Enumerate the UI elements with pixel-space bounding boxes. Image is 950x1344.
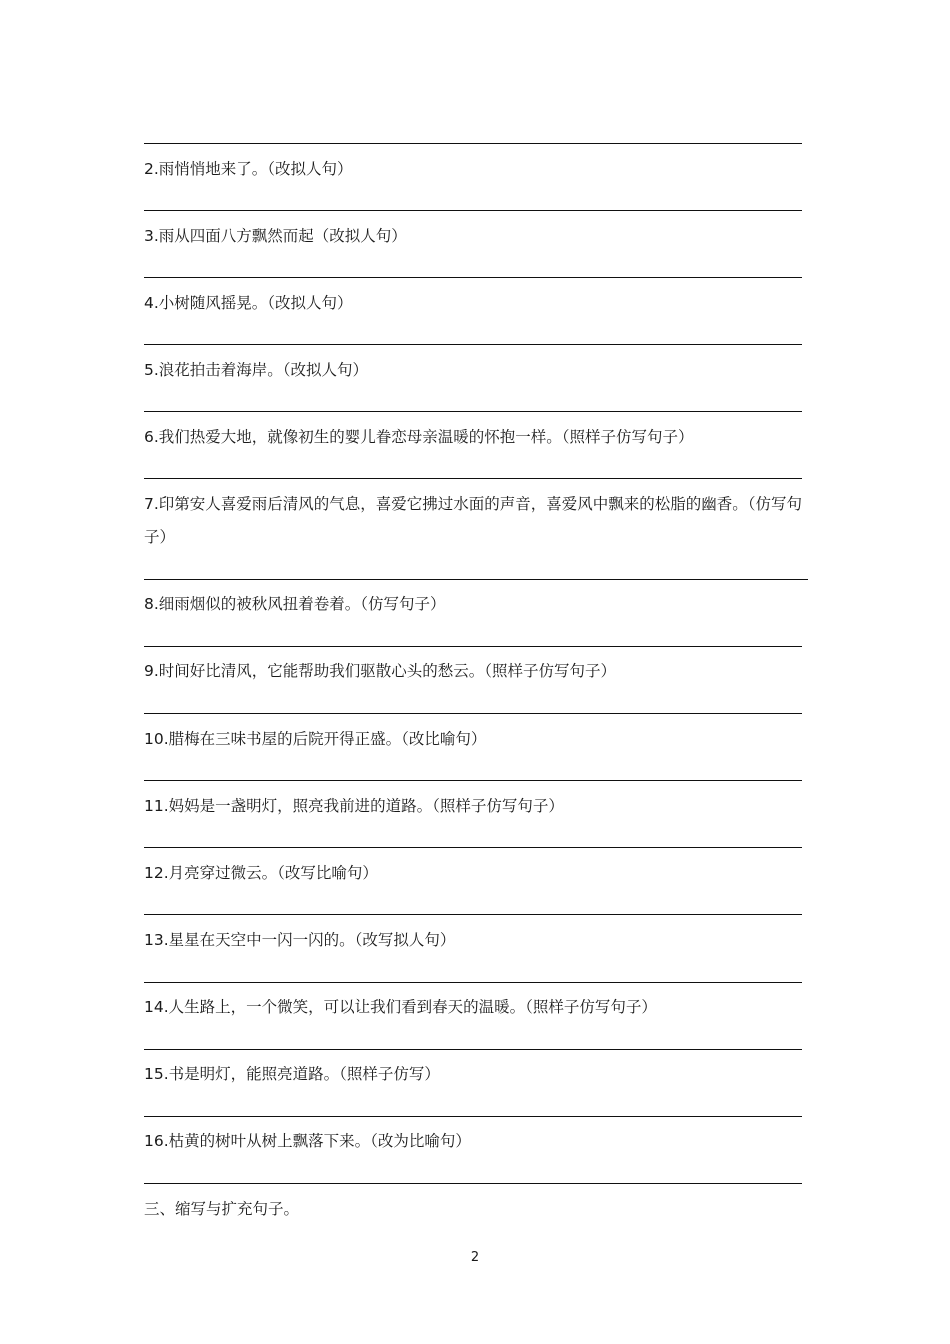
question-7: 7.印第安人喜爱雨后清风的气息，喜爱它拂过水面的声音，喜爱风中飘来的松脂的幽香。（仿写句子） [144, 495, 803, 546]
answer-line [144, 1116, 802, 1117]
question-6: 6.我们热爱大地，就像初生的婴儿眷恋母亲温暖的怀抱一样。（照样子仿写句子） [144, 428, 694, 446]
question-11: 11.妈妈是一盏明灯，照亮我前进的道路。（照样子仿写句子） [144, 797, 564, 815]
answer-line [144, 1049, 802, 1050]
question-9: 9.时间好比清风，它能帮助我们驱散心头的愁云。（照样子仿写句子） [144, 662, 617, 680]
answer-line [144, 982, 802, 983]
question-4: 4.小树随风摇晃。（改拟人句） [144, 294, 353, 312]
question-3: 3.雨从四面八方飘然而起（改拟人句） [144, 227, 407, 245]
answer-line [144, 344, 802, 345]
question-10: 10.腊梅在三味书屋的后院开得正盛。（改比喻句） [144, 730, 487, 748]
answer-line [144, 210, 802, 211]
question-2: 2.雨悄悄地来了。（改拟人句） [144, 160, 353, 178]
answer-line [144, 780, 802, 781]
question-13: 13.星星在天空中一闪一闪的。（改写拟人句） [144, 931, 456, 949]
question-12: 12.月亮穿过微云。（改写比喻句） [144, 864, 378, 882]
answer-line [144, 1183, 802, 1184]
answer-line [144, 143, 802, 144]
question-5: 5.浪花拍击着海岸。（改拟人句） [144, 361, 369, 379]
question-16: 16.枯黄的树叶从树上飘落下来。（改为比喻句） [144, 1132, 471, 1150]
answer-line [144, 478, 802, 479]
question-15: 15.书是明灯，能照亮道路。（照样子仿写） [144, 1065, 440, 1083]
answer-line [144, 646, 802, 647]
answer-line [144, 277, 802, 278]
question-8: 8.细雨烟似的被秋风扭着卷着。（仿写句子） [144, 595, 446, 613]
answer-line [144, 411, 802, 412]
question-14: 14.人生路上，一个微笑，可以让我们看到春天的温暖。（照样子仿写句子） [144, 998, 657, 1016]
answer-line [144, 713, 802, 714]
page-number: 2 [470, 1250, 480, 1265]
section-heading: 三、缩写与扩充句子。 [144, 1200, 300, 1218]
answer-line [144, 579, 808, 580]
answer-line [144, 847, 802, 848]
answer-line [144, 914, 802, 915]
